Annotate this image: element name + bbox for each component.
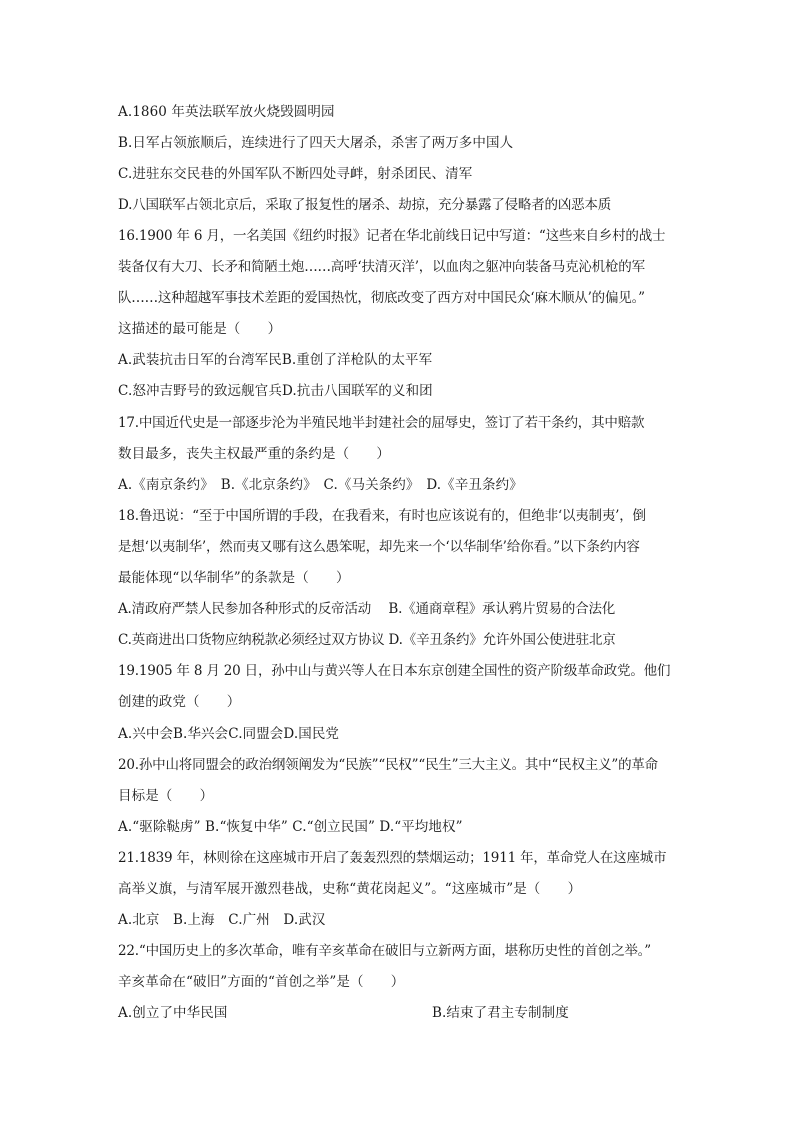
q16-stem-line-4: 这描述的最可能是（ ） <box>118 321 282 337</box>
q17-stem-line-2: 数目最多，丧失主权最严重的条约是（ ） <box>118 446 390 462</box>
q16-stem-line-2: 装备仅有大刀、长矛和简陋土炮……高呼‘扶清灭洋’，以血肉之躯冲向装备马克沁机枪的军 <box>118 259 645 275</box>
q20-options: A.“驱除鞑虏” B.“恢复中华” C.“创立民国” D.“平均地权” <box>118 819 463 835</box>
q22-stem-line-2: 辛亥革命在“破旧”方面的“首创之举”是（ ） <box>118 974 405 990</box>
q15-option-c: C.进驻东交民巷的外国军队不断四处寻衅，射杀团民、清军 <box>118 166 473 182</box>
q18-options-line-2: C.英商进出口货物应纳税款必须经过双方协议 D.《辛丑条约》允许外国公使进驻北京 <box>118 632 616 648</box>
q16-options-line-1: A.武装抗击日军的台湾军民B.重创了洋枪队的太平军 <box>118 352 433 368</box>
q21-stem-line-1: 21.1839 年，林则徐在这座城市开启了轰轰烈烈的禁烟运动；1911 年，革命党人在这座城市 <box>118 850 667 866</box>
q16-stem-line-3: 队……这种超越军事技术差距的爱国热忱，彻底改变了西方对中国民众‘麻木顺从’的偏见。” <box>118 290 645 306</box>
q18-options-line-1: A.清政府严禁人民参加各种形式的反帝活动 B.《通商章程》承认鸦片贸易的合法化 <box>118 601 616 617</box>
q15-option-b: B.日军占领旅顺后，连续进行了四天大屠杀，杀害了两万多中国人 <box>118 135 514 151</box>
q17-stem-line-1: 17.中国近代史是一部逐步沦为半殖民地半封建社会的屈辱史，签订了若干条约，其中赔款 <box>118 415 645 431</box>
q16-stem-line-1: 16.1900 年 6 月，一名美国《纽约时报》记者在华北前线日记中写道：“这些来自乡村的战士 <box>118 228 666 244</box>
q18-stem-line-2: 是想‘以夷制华’，然而夷又哪有这么愚笨呢，却先来一个‘以华制华’给你看。”以下条约内容 <box>118 539 640 555</box>
q21-stem-line-2: 高举义旗，与清军展开激烈巷战，史称“黄花岗起义”。“这座城市”是（ ） <box>118 881 582 897</box>
q15-option-a: A.1860 年英法联军放火烧毁圆明园 <box>118 104 335 120</box>
q21-options: A.北京 B.上海 C.广州 D.武汉 <box>118 912 326 928</box>
q22-option-b: B.结束了君主专制制度 <box>432 1005 569 1021</box>
q18-stem-line-1: 18.鲁迅说：“至于中国所谓的手段，在我看来，有时也应该说有的，但绝非‘以夷制夷’，倒 <box>118 508 646 524</box>
q19-stem-line-2: 创建的政党（ ） <box>118 694 241 710</box>
q19-stem-line-1: 19.1905 年 8 月 20 日，孙中山与黄兴等人在日本东京创建全国性的资产阶级革命政党。他们 <box>118 663 671 679</box>
q17-options: A.《南京条约》 B.《北京条约》 C.《马关条约》 D.《辛丑条约》 <box>118 477 523 493</box>
q20-stem-line-2: 目标是（ ） <box>118 788 214 804</box>
q22-stem-line-1: 22.“中国历史上的多次革命，唯有辛亥革命在破旧与立新两方面，堪称历史性的首创之举。” <box>118 943 651 959</box>
q19-options: A.兴中会B.华兴会C.同盟会D.国民党 <box>118 726 340 742</box>
q18-stem-line-3: 最能体现“以华制华”的条款是（ ） <box>118 570 350 586</box>
q22-option-a: A.创立了中华民国 <box>118 1005 228 1021</box>
q16-options-line-2: C.怒冲吉野号的致远舰官兵D.抗击八国联军的义和团 <box>118 383 433 399</box>
q15-option-d: D.八国联军占领北京后，采取了报复性的屠杀、劫掠，充分暴露了侵略者的凶恶本质 <box>118 197 612 213</box>
q22-options <box>118 1004 678 1022</box>
q20-stem-line-1: 20.孙中山将同盟会的政治纲领阐发为“民族”“民权”“民生”三大主义。其中“民权主义”的革命 <box>118 757 658 773</box>
